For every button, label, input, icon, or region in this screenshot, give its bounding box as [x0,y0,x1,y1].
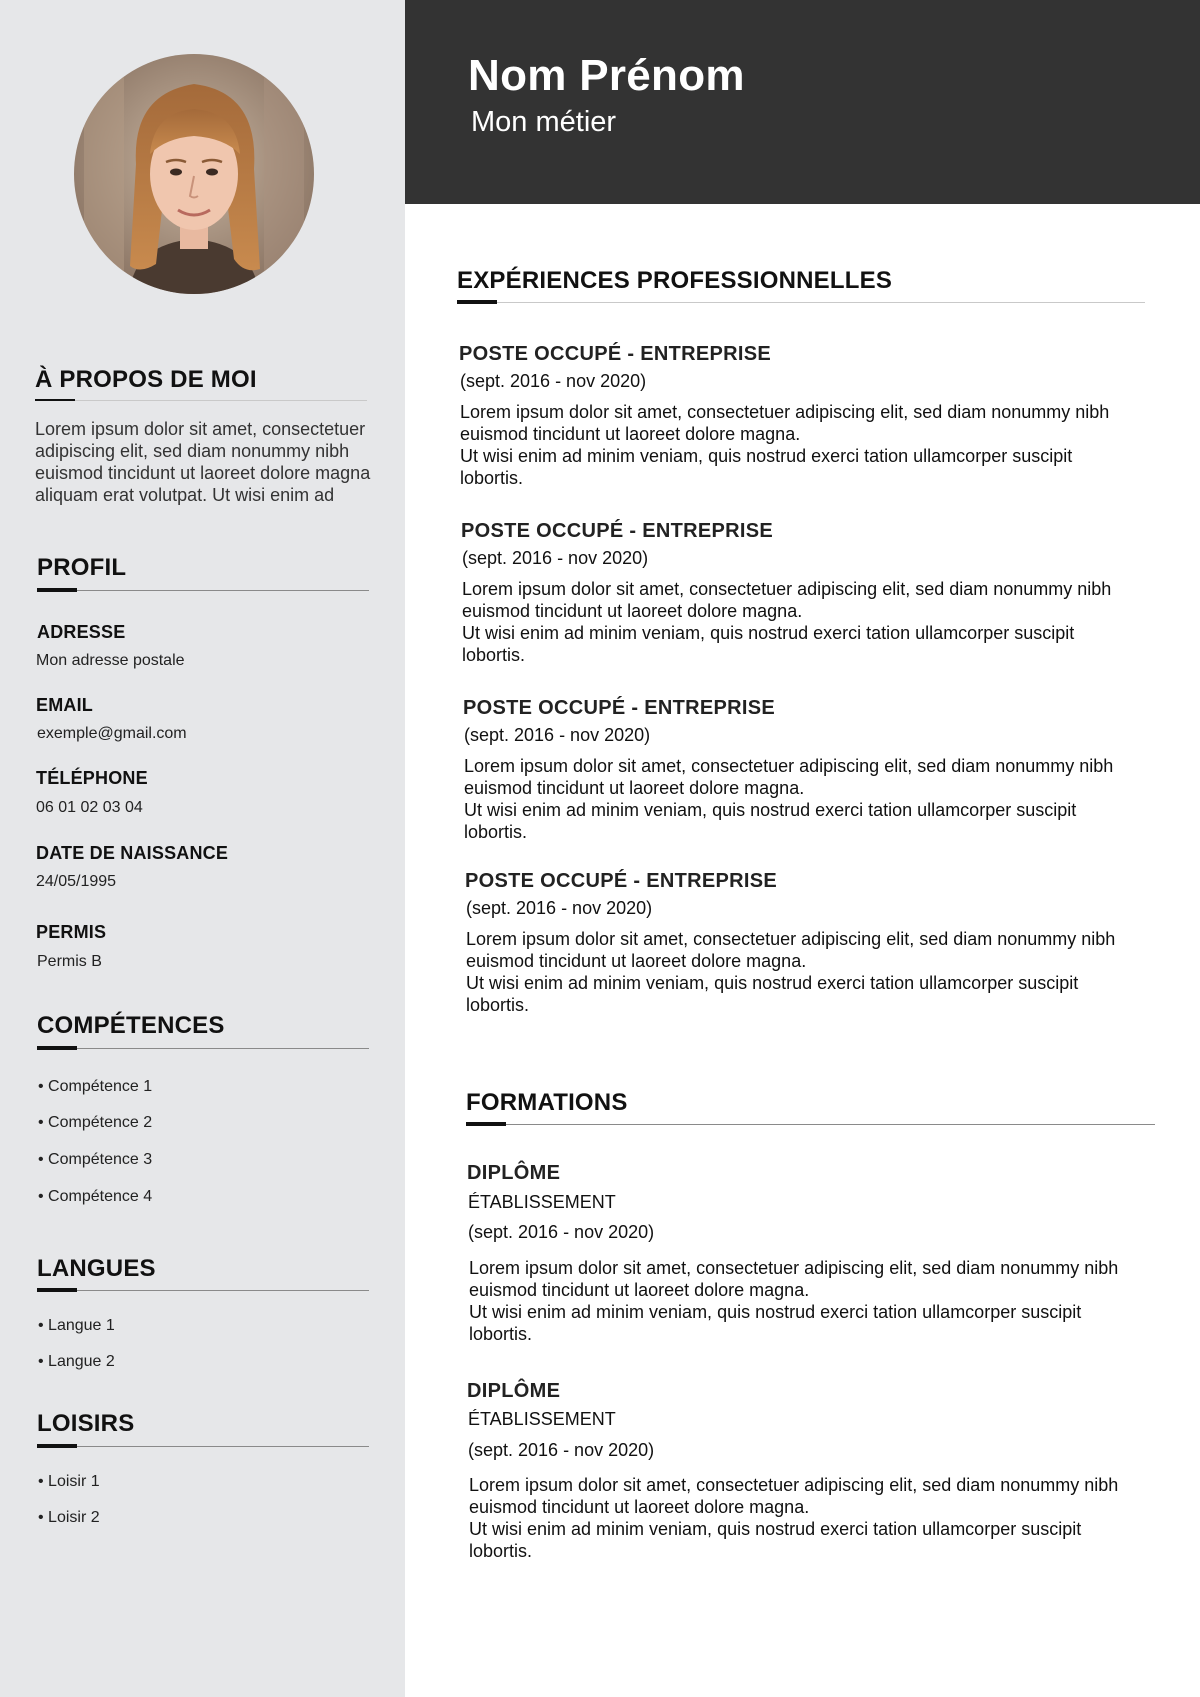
hobbies-accent [37,1444,77,1448]
birthdate-value: 24/05/1995 [36,873,117,890]
experience-dates: (sept. 2016 - nov 2020) [460,371,647,391]
experience-description: Lorem ipsum dolor sit amet, consectetuer adipiscing elit, sed diam nonummy nibh euismod tincidunt ut laoreet dolore magna. Ut wisi enim ad minim veniam, quis nostrud exerci tation ullamcorper suscipit lobortis. [462,579,1112,665]
skills-accent [37,1046,77,1050]
job-title: Mon métier [471,106,617,138]
languages-title: LANGUES [37,1255,156,1282]
about-text: Lorem ipsum dolor sit amet, consectetuer adipiscing elit, sed diam nonummy nibh euismod tincidunt ut laoreet dolore magna aliquam erat volutpat. Ut wisi enim ad [35,419,371,505]
skill-item: • Compétence 3 [38,1151,153,1168]
experience-dates: (sept. 2016 - nov 2020) [464,725,651,745]
hobby-item: • Loisir 1 [38,1473,100,1490]
experience-role: POSTE OCCUPÉ - ENTREPRISE [463,697,775,719]
profile-rule [37,590,369,591]
skills-title: COMPÉTENCES [37,1012,225,1039]
experience-accent [457,300,497,304]
experience-description: Lorem ipsum dolor sit amet, consectetuer adipiscing elit, sed diam nonummy nibh euismod tincidunt ut laoreet dolore magna. Ut wisi enim ad minim veniam, quis nostrud exerci tation ullamcorper suscipit lobortis. [466,929,1116,1015]
email-value: exemple@gmail.com [37,725,187,742]
education-description: Lorem ipsum dolor sit amet, consectetuer adipiscing elit, sed diam nonummy nibh euismod tincidunt ut laoreet dolore magna. Ut wisi enim ad minim veniam, quis nostrud exerci tation ullamcorper suscipit lobortis. [469,1258,1119,1344]
hobbies-rule [37,1446,369,1447]
languages-rule [37,1290,369,1291]
about-title: À PROPOS DE MOI [35,366,257,393]
skill-item: • Compétence 2 [38,1114,153,1131]
profile-photo [74,54,314,294]
experience-dates: (sept. 2016 - nov 2020) [466,898,653,918]
phone-value: 06 01 02 03 04 [36,799,143,816]
profile-title: PROFIL [37,554,127,581]
education-accent [466,1122,506,1126]
skills-rule [37,1048,369,1049]
languages-accent [37,1288,77,1292]
education-rule [466,1124,1155,1125]
degree-title: DIPLÔME [467,1162,561,1184]
license-label: PERMIS [36,922,107,942]
about-rule [35,400,367,401]
experience-role: POSTE OCCUPÉ - ENTREPRISE [459,343,771,365]
hobby-item: • Loisir 2 [38,1509,100,1526]
hobbies-title: LOISIRS [37,1410,135,1437]
experience-description: Lorem ipsum dolor sit amet, consectetuer adipiscing elit, sed diam nonummy nibh euismod tincidunt ut laoreet dolore magna. Ut wisi enim ad minim veniam, quis nostrud exerci tation ullamcorper suscipit lobortis. [460,402,1110,488]
phone-label: TÉLÉPHONE [36,768,148,788]
education-description: Lorem ipsum dolor sit amet, consectetuer adipiscing elit, sed diam nonummy nibh euismod tincidunt ut laoreet dolore magna. Ut wisi enim ad minim veniam, quis nostrud exerci tation ullamcorper suscipit lobortis. [469,1475,1119,1561]
experience-role: POSTE OCCUPÉ - ENTREPRISE [461,520,773,542]
experience-rule [457,302,1145,303]
skill-item: • Compétence 4 [38,1188,153,1205]
birthdate-label: DATE DE NAISSANCE [36,843,229,863]
degree-title: DIPLÔME [467,1380,561,1402]
school-name: ÉTABLISSEMENT [468,1192,616,1212]
experience-title: EXPÉRIENCES PROFESSIONNELLES [457,267,893,294]
about-accent [35,399,75,401]
email-label: EMAIL [36,695,93,715]
experience-dates: (sept. 2016 - nov 2020) [462,548,649,568]
experience-description: Lorem ipsum dolor sit amet, consectetuer adipiscing elit, sed diam nonummy nibh euismod tincidunt ut laoreet dolore magna. Ut wisi enim ad minim veniam, quis nostrud exerci tation ullamcorper suscipit lobortis. [464,756,1114,842]
full-name: Nom Prénom [468,51,745,100]
address-label: ADRESSE [37,622,126,642]
school-name: ÉTABLISSEMENT [468,1409,616,1429]
profile-accent [37,588,77,592]
education-dates: (sept. 2016 - nov 2020) [468,1440,655,1460]
language-item: • Langue 1 [38,1317,115,1334]
header-band [405,0,1200,204]
address-value: Mon adresse postale [36,652,185,669]
education-dates: (sept. 2016 - nov 2020) [468,1222,655,1242]
skill-item: • Compétence 1 [38,1078,153,1095]
license-value: Permis B [37,953,102,970]
language-item: • Langue 2 [38,1353,115,1370]
experience-role: POSTE OCCUPÉ - ENTREPRISE [465,870,777,892]
education-title: FORMATIONS [466,1089,628,1116]
